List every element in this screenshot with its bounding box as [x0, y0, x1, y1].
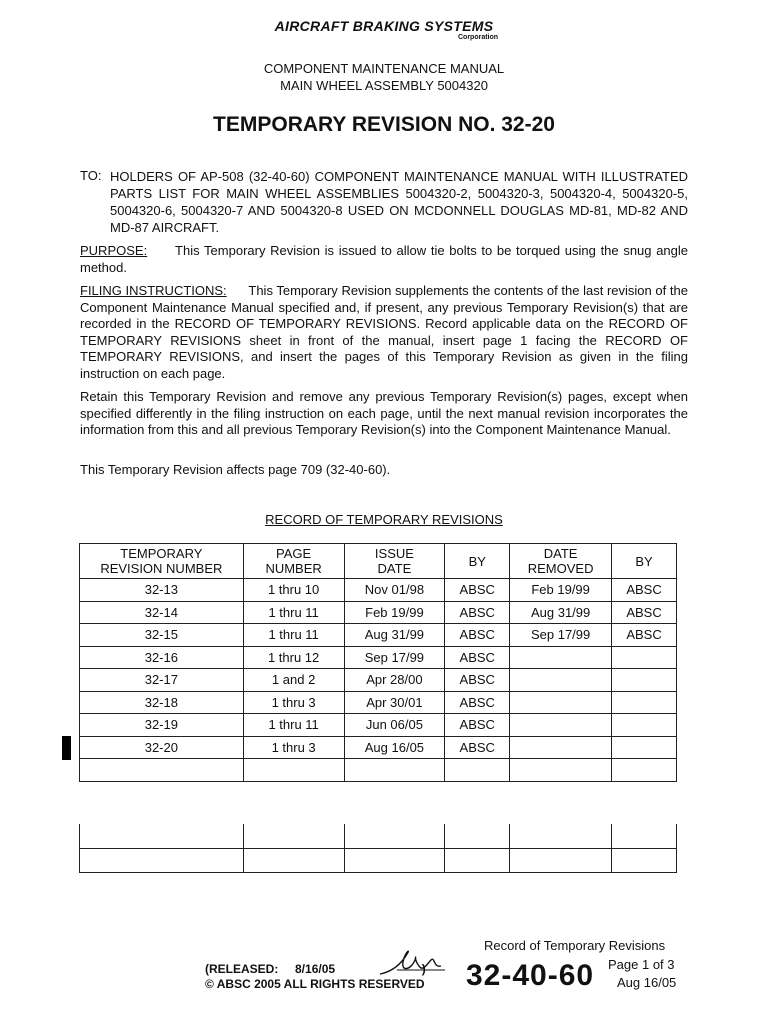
header-page-number: PAGE NUMBER — [243, 544, 344, 579]
table-cell — [80, 759, 244, 782]
table-cell — [445, 759, 510, 782]
company-logo — [0, 18, 768, 41]
copyright-line: © ABSC 2005 ALL RIGHTS RESERVED — [205, 977, 425, 991]
table-cell: Nov 01/98 — [344, 579, 445, 602]
table-cell — [510, 646, 612, 669]
table-cell: Jun 06/05 — [344, 714, 445, 737]
record-title: RECORD OF TEMPORARY REVISIONS — [265, 512, 503, 527]
filing-label: FILING INSTRUCTIONS: — [80, 283, 227, 298]
table-cell: 1 thru 11 — [243, 714, 344, 737]
table-cell: Apr 30/01 — [344, 691, 445, 714]
table-cell — [612, 736, 677, 759]
table-cell: 1 thru 11 — [243, 624, 344, 647]
table-cell: ABSC — [445, 714, 510, 737]
table-row — [80, 824, 677, 848]
table-row — [80, 736, 677, 759]
table-cell — [612, 759, 677, 782]
table-row — [80, 759, 677, 782]
header-by: BY — [445, 544, 510, 579]
affects-paragraph: This Temporary Revision affects page 709 (32-40-60). — [80, 462, 391, 477]
table-cell: 1 thru 11 — [243, 601, 344, 624]
table-cell: ABSC — [612, 624, 677, 647]
table-cell: ABSC — [445, 579, 510, 602]
table-cell: 32-18 — [80, 691, 244, 714]
table-cell: 32-14 — [80, 601, 244, 624]
table-cell — [612, 691, 677, 714]
table-row — [80, 624, 677, 647]
footer-date: Aug 16/05 — [617, 975, 677, 990]
header-by-removed: BY — [612, 544, 677, 579]
table-cell: Aug 31/99 — [344, 624, 445, 647]
table-cell: Aug 31/99 — [510, 601, 612, 624]
header-issue-date: ISSUE DATE — [344, 544, 445, 579]
purpose-label: PURPOSE: — [80, 243, 148, 258]
table-cell — [510, 736, 612, 759]
table-cell: 1 and 2 — [243, 669, 344, 692]
table-cell: 32-19 — [80, 714, 244, 737]
table-cell: ABSC — [445, 646, 510, 669]
assembly-title: MAIN WHEEL ASSEMBLY 5004320 — [280, 78, 488, 93]
manual-title: COMPONENT MAINTENANCE MANUAL — [263, 61, 505, 76]
table-cell: 1 thru 10 — [243, 579, 344, 602]
table-page-gap — [76, 783, 682, 824]
table-cell: 1 thru 3 — [243, 736, 344, 759]
table-cell — [344, 759, 445, 782]
table-cell: Apr 28/00 — [344, 669, 445, 692]
table-header-row — [80, 544, 677, 579]
table-cell: ABSC — [612, 579, 677, 602]
company-name: AIRCRAFT BRAKING SYSTEMS — [274, 18, 494, 34]
table-cell: Feb 19/99 — [510, 579, 612, 602]
table-cell — [510, 714, 612, 737]
table-cell — [243, 759, 344, 782]
table-cell: Sep 17/99 — [510, 624, 612, 647]
table-cell: 32-20 — [80, 736, 244, 759]
record-table-continued — [79, 824, 677, 873]
table-row — [80, 691, 677, 714]
filing-text: This Temporary Revision supplements the contents of the last revision of the Component Maintenance Manual specified and, if present, any previous Temporary Revision(s) that are recorded in the RECORD OF TEMPORARY REVISIONS. Record applicable data on the RECORD OF TEMPORARY REVISIONS sheet in front of the manual, insert page 1 facing the RECORD OF TEMPORARY REVISIONS, and insert the pages of this Temporary Revision as given in the filing instruction on each page. — [80, 283, 688, 381]
signature — [375, 944, 455, 984]
table-cell — [612, 714, 677, 737]
table-cell: 32-13 — [80, 579, 244, 602]
record-table — [79, 543, 677, 782]
table-cell: Sep 17/99 — [344, 646, 445, 669]
footer-section: Record of Temporary Revisions — [484, 938, 666, 953]
table-cell: 1 thru 12 — [243, 646, 344, 669]
to-text: HOLDERS OF AP-508 (32-40-60) COMPONENT MAINTENANCE MANUAL WITH ILLUSTRATED PARTS LIST FOR MAIN WHEEL ASSEMBLIES 5004320-2, 5004320-3, 5004320-4, 5004320-5, 5004320-6, 5004320-7 AND 5004320-8 USED ON MCDONNELL DOUGLAS MD-81, MD-82 AND MD-87 AIRCRAFT. — [110, 169, 688, 235]
table-cell: Aug 16/05 — [344, 736, 445, 759]
table-row — [80, 646, 677, 669]
table-row — [80, 848, 677, 873]
table-cell — [612, 646, 677, 669]
table-cell — [510, 691, 612, 714]
header-date-removed: DATE REMOVED — [510, 544, 612, 579]
table-row — [80, 601, 677, 624]
filing-paragraph — [80, 283, 688, 382]
table-cell: ABSC — [445, 624, 510, 647]
footer-page: Page 1 of 3 — [608, 957, 675, 972]
table-cell: ABSC — [612, 601, 677, 624]
table-cell — [510, 669, 612, 692]
header-revision-number: TEMPORARY REVISION NUMBER — [80, 544, 244, 579]
table-cell: ABSC — [445, 669, 510, 692]
table-row — [80, 579, 677, 602]
purpose-text: This Temporary Revision is issued to allow tie bolts to be torqued using the snug angle method. — [80, 243, 688, 275]
table-cell: ABSC — [445, 601, 510, 624]
page-title: TEMPORARY REVISION NO. 32-20 — [213, 113, 555, 136]
to-label: TO: — [80, 168, 102, 183]
table-cell: Feb 19/99 — [344, 601, 445, 624]
company-sub: Corporation — [458, 34, 499, 41]
table-cell: 1 thru 3 — [243, 691, 344, 714]
chapter-number: 32-40-60 — [466, 959, 595, 992]
table-row — [80, 714, 677, 737]
change-bar — [62, 736, 71, 760]
retain-paragraph: Retain this Temporary Revision and remove any previous Temporary Revision(s) pages, except when specified differently in the filing instruction on each page, until the next manual revision incorporates the information from this and all previous Temporary Revision(s) into the Component Maintenance Manual. — [80, 389, 688, 437]
table-cell: ABSC — [445, 691, 510, 714]
table-row — [80, 669, 677, 692]
table-cell: 32-17 — [80, 669, 244, 692]
purpose-paragraph — [80, 243, 688, 276]
table-cell: 32-16 — [80, 646, 244, 669]
table-cell — [510, 759, 612, 782]
table-cell: ABSC — [445, 736, 510, 759]
released-line: (RELEASED: 8/16/05 ) — [205, 962, 426, 976]
table-cell — [612, 669, 677, 692]
table-cell: 32-15 — [80, 624, 244, 647]
